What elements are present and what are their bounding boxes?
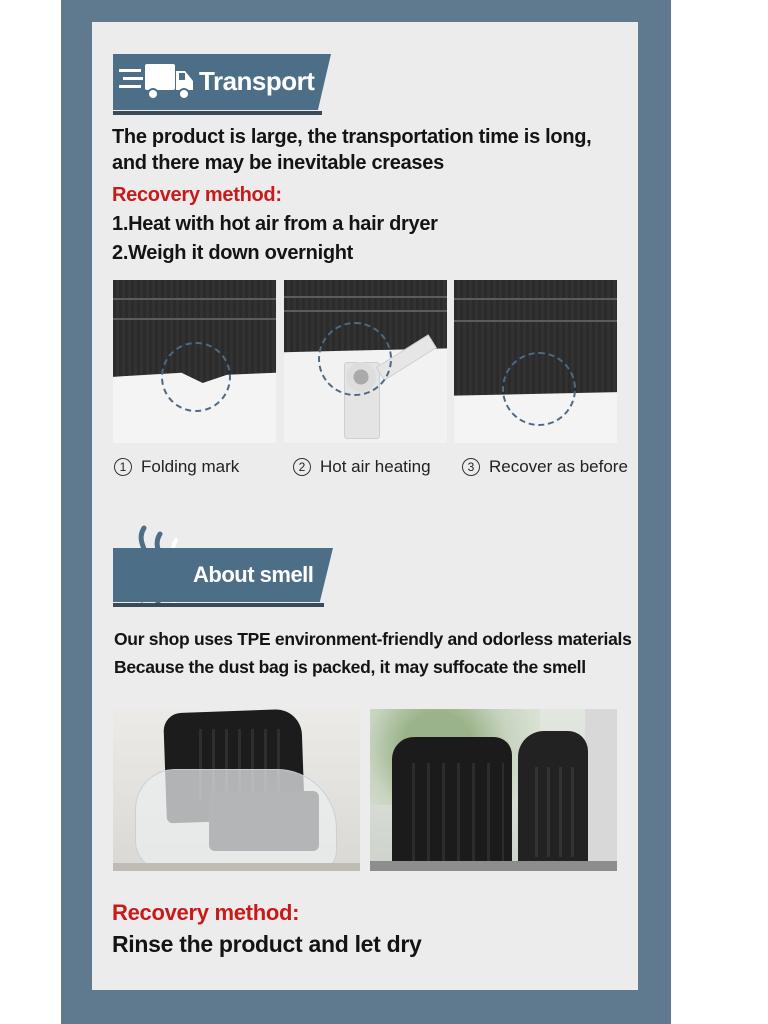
photo-recover-as-before <box>454 280 617 443</box>
caption-folding-mark <box>114 457 239 477</box>
smell-text-line1: Our shop uses TPE environment-friendly and odorless materials <box>114 629 632 649</box>
dust-bag-image <box>135 769 337 871</box>
caption-label-2: Hot air heating <box>320 457 431 476</box>
recovery-step-1: 1.Heat with hot air from a hair dryer <box>112 213 438 235</box>
recovery-heading-1: Recovery method: <box>112 184 282 206</box>
caption-recover-as-before <box>462 457 628 477</box>
smell-recovery-text: Rinse the product and let dry <box>112 931 422 957</box>
transport-title: Transport <box>199 66 315 96</box>
recovery-heading-2: Recovery method: <box>112 900 300 925</box>
transport-text-line1: The product is large, the transportation time is long, <box>112 126 592 148</box>
smell-title: About smell <box>193 562 314 587</box>
smell-banner <box>113 548 333 602</box>
step-number-1: 1 <box>114 458 132 476</box>
recovery-step-2: 2.Weigh it down overnight <box>112 242 354 264</box>
step-number-2: 2 <box>293 458 311 476</box>
smell-text-line2: Because the dust bag is packed, it may suffocate the smell <box>114 657 586 677</box>
caption-label-1: Folding mark <box>141 457 240 476</box>
photo-hot-air-heating <box>284 280 447 443</box>
photo-mat-in-dust-bag <box>113 709 360 871</box>
caption-label-3: Recover as before <box>489 457 628 476</box>
photo-folding-mark <box>113 280 276 443</box>
step-number-3: 3 <box>462 458 480 476</box>
truck-icon <box>119 60 197 104</box>
transport-text-line2: and there may be inevitable creases <box>112 152 444 174</box>
caption-hot-air-heating <box>293 457 431 477</box>
photo-mats-by-window <box>370 709 617 871</box>
transport-banner <box>113 54 331 110</box>
